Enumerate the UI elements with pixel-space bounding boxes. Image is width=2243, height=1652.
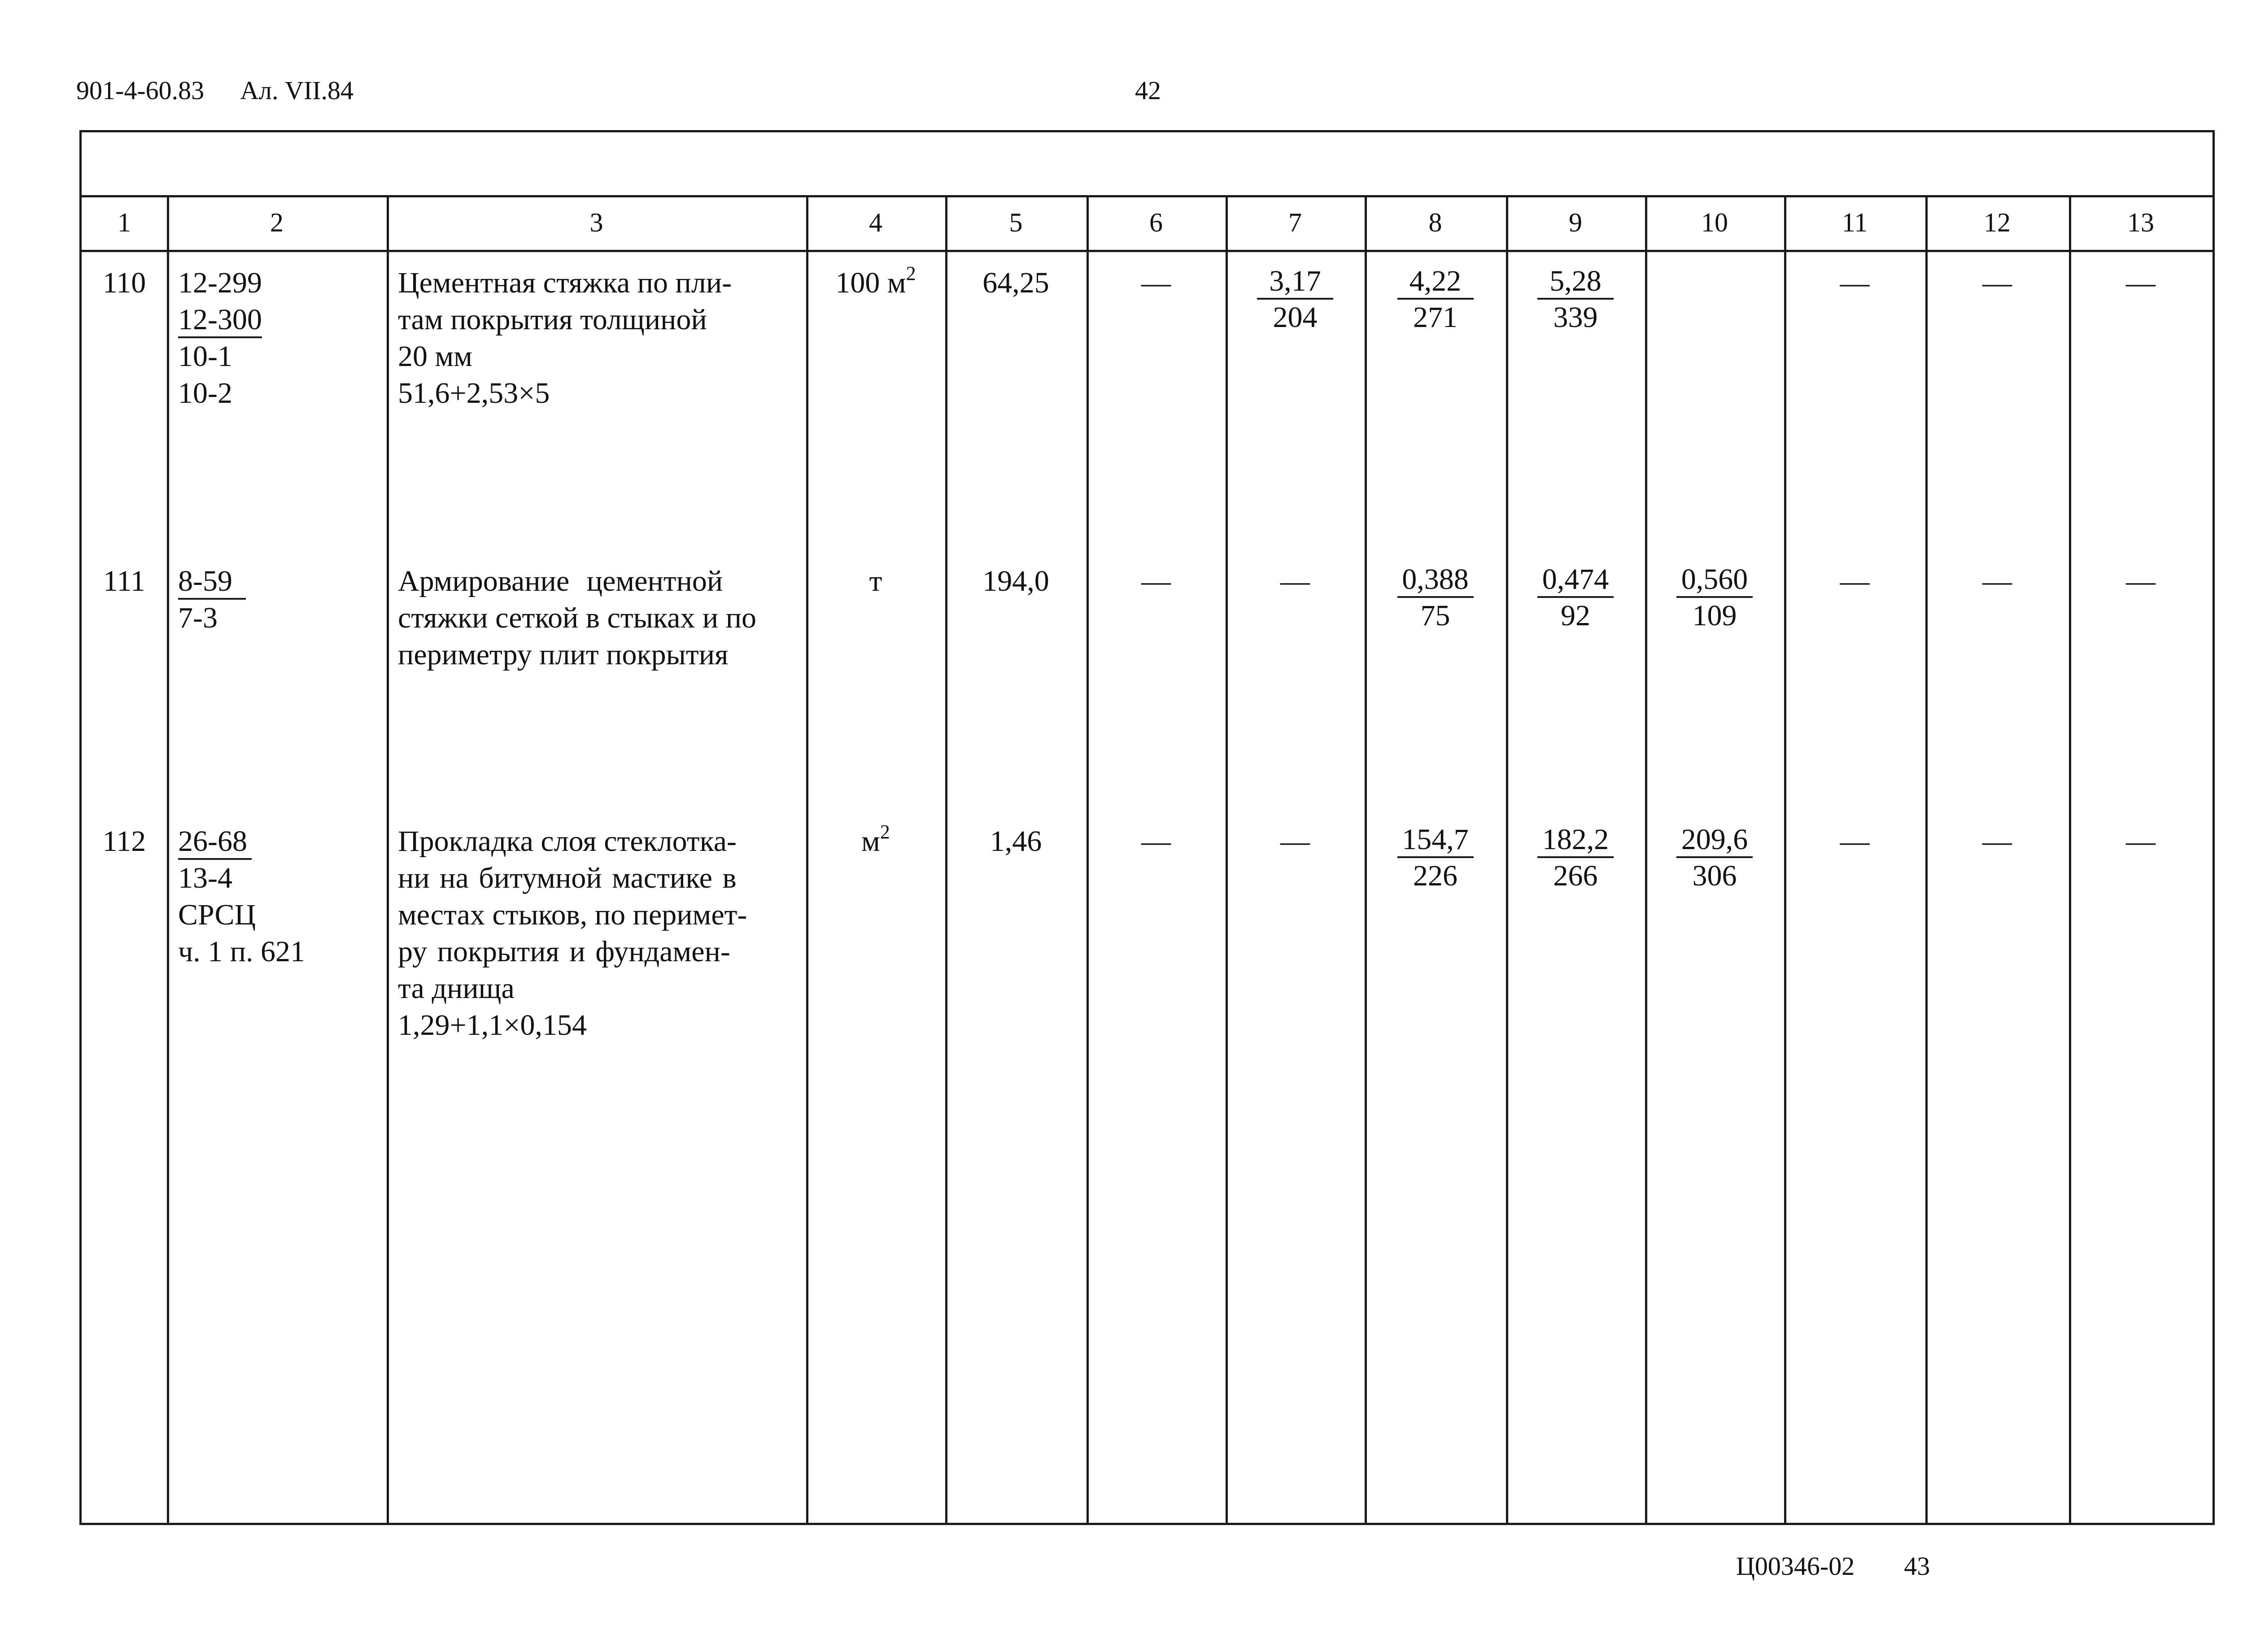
col7-value: — [1280, 825, 1310, 858]
document-code-header [76, 75, 353, 105]
code-line: СРСЦ [178, 898, 256, 931]
denominator: 339 [1553, 301, 1598, 334]
col-header-1: 1 [118, 207, 131, 237]
code-line: 8-59 [178, 565, 246, 600]
numerator: 182,2 [1537, 823, 1614, 858]
denominator: 226 [1413, 859, 1458, 892]
table-title-band [82, 132, 2212, 197]
footer-page: 43 [1904, 1552, 1930, 1581]
col13-value: — [2126, 565, 2156, 597]
description-line: Армирование цементной [398, 565, 723, 597]
col8-fraction [1365, 265, 1506, 336]
code-line: 12-300 [178, 303, 262, 338]
code-line: 7-3 [178, 602, 218, 634]
row-codes [178, 563, 375, 636]
denominator: 75 [1420, 599, 1450, 632]
col-header-12: 12 [1984, 207, 2011, 237]
estimate-table [79, 130, 2215, 1525]
numerator: 209,6 [1676, 823, 1753, 858]
col-header-9: 9 [1569, 207, 1582, 237]
col-header-10: 10 [1701, 207, 1728, 237]
album-code: Ал. VII.84 [240, 76, 353, 105]
description-line: стяжки сеткой в стыках и по [398, 602, 757, 634]
col11-value: — [1840, 825, 1870, 858]
unit [806, 262, 945, 301]
col6-value: — [1141, 825, 1171, 858]
numerator: 3,17 [1257, 265, 1333, 300]
col6-value: — [1141, 565, 1171, 597]
row-number: 112 [102, 825, 146, 858]
col-header-13: 13 [2127, 207, 2154, 237]
denominator: 306 [1692, 859, 1737, 892]
col-header-5: 5 [1009, 207, 1023, 237]
description-line: ни на битумной мастике в [398, 862, 737, 894]
unit-base: 100 м [835, 266, 906, 299]
numerator: 0,388 [1397, 563, 1474, 598]
row-description [398, 265, 797, 412]
col-header-6: 6 [1149, 207, 1163, 237]
col-header-3: 3 [589, 207, 603, 237]
description-line: 1,29+1,1×0,154 [398, 1009, 587, 1042]
numerator: 154,7 [1397, 823, 1474, 858]
row-number: 110 [102, 266, 146, 299]
description-line: там покрытия толщиной [398, 303, 707, 336]
unit-superscript: 2 [880, 821, 890, 843]
numerator: 0,474 [1537, 563, 1614, 598]
unit-base: м [861, 825, 880, 858]
denominator: 271 [1413, 301, 1458, 334]
description-line: та днища [398, 972, 515, 1005]
quantity: 1,46 [990, 825, 1042, 858]
description-line: 20 мм [398, 340, 473, 373]
row-description [398, 823, 797, 1044]
description-line: 51,6+2,53×5 [398, 377, 550, 410]
denominator: 92 [1561, 599, 1590, 632]
row-description [398, 563, 797, 673]
denominator: 109 [1692, 599, 1737, 632]
denominator: 266 [1553, 859, 1598, 892]
code-line: 12-299 [178, 266, 262, 299]
col6-value: — [1141, 266, 1171, 299]
unit-superscript: 2 [906, 262, 916, 284]
col-header-11: 11 [1842, 207, 1868, 237]
row-number: 111 [103, 565, 146, 597]
description-line: ру покрытия и фундамен- [398, 935, 730, 968]
code-line: ч. 1 п. 621 [178, 935, 305, 968]
col-header-8: 8 [1428, 207, 1442, 237]
col7-value: — [1280, 565, 1310, 597]
col12-value: — [1982, 266, 2012, 299]
code-line: 13-4 [178, 862, 232, 894]
doc-code: 901-4-60.83 [76, 76, 205, 105]
header-row-divider [82, 250, 2212, 252]
numerator: 5,28 [1537, 265, 1614, 300]
col11-value: — [1840, 565, 1870, 597]
numerator: 4,22 [1397, 265, 1474, 300]
description-line: Цементная стяжка по пли- [398, 266, 732, 299]
footer-code: Ц00346-02 [1736, 1552, 1855, 1581]
document-footer [1736, 1551, 1930, 1581]
code-line: 10-2 [178, 377, 232, 410]
unit [806, 823, 945, 860]
description-line: Прокладка слоя стеклотка- [398, 825, 737, 858]
col10-fraction [1645, 563, 1784, 634]
col11-value: — [1840, 266, 1870, 299]
quantity: 194,0 [982, 565, 1049, 597]
col12-value: — [1982, 825, 2012, 858]
page-number: 42 [1135, 76, 1161, 105]
description-line: местах стыков, по перимет- [398, 898, 747, 931]
col-divider [387, 195, 389, 1523]
col7-fraction [1226, 265, 1365, 336]
col-header-2: 2 [270, 207, 284, 237]
col13-value: — [2126, 266, 2156, 299]
numerator: 0,560 [1676, 563, 1753, 598]
col8-fraction [1365, 823, 1506, 894]
col9-fraction [1506, 823, 1645, 894]
col9-fraction [1506, 265, 1645, 336]
col-header-7: 7 [1288, 207, 1302, 237]
col-header-4: 4 [869, 207, 882, 237]
col-divider [167, 195, 169, 1523]
unit [806, 563, 945, 600]
col10-fraction [1645, 823, 1784, 894]
row-codes [178, 823, 375, 970]
col12-value: — [1982, 565, 2012, 597]
quantity: 64,25 [982, 266, 1049, 299]
description-line: периметру плит покрытия [398, 638, 729, 671]
unit-base: т [869, 565, 882, 597]
code-line: 26-68 [178, 825, 252, 860]
col8-fraction [1365, 563, 1506, 634]
code-line: 10-1 [178, 340, 232, 373]
denominator: 204 [1273, 301, 1318, 334]
row-codes [178, 265, 375, 412]
col13-value: — [2126, 825, 2156, 858]
col9-fraction [1506, 563, 1645, 634]
